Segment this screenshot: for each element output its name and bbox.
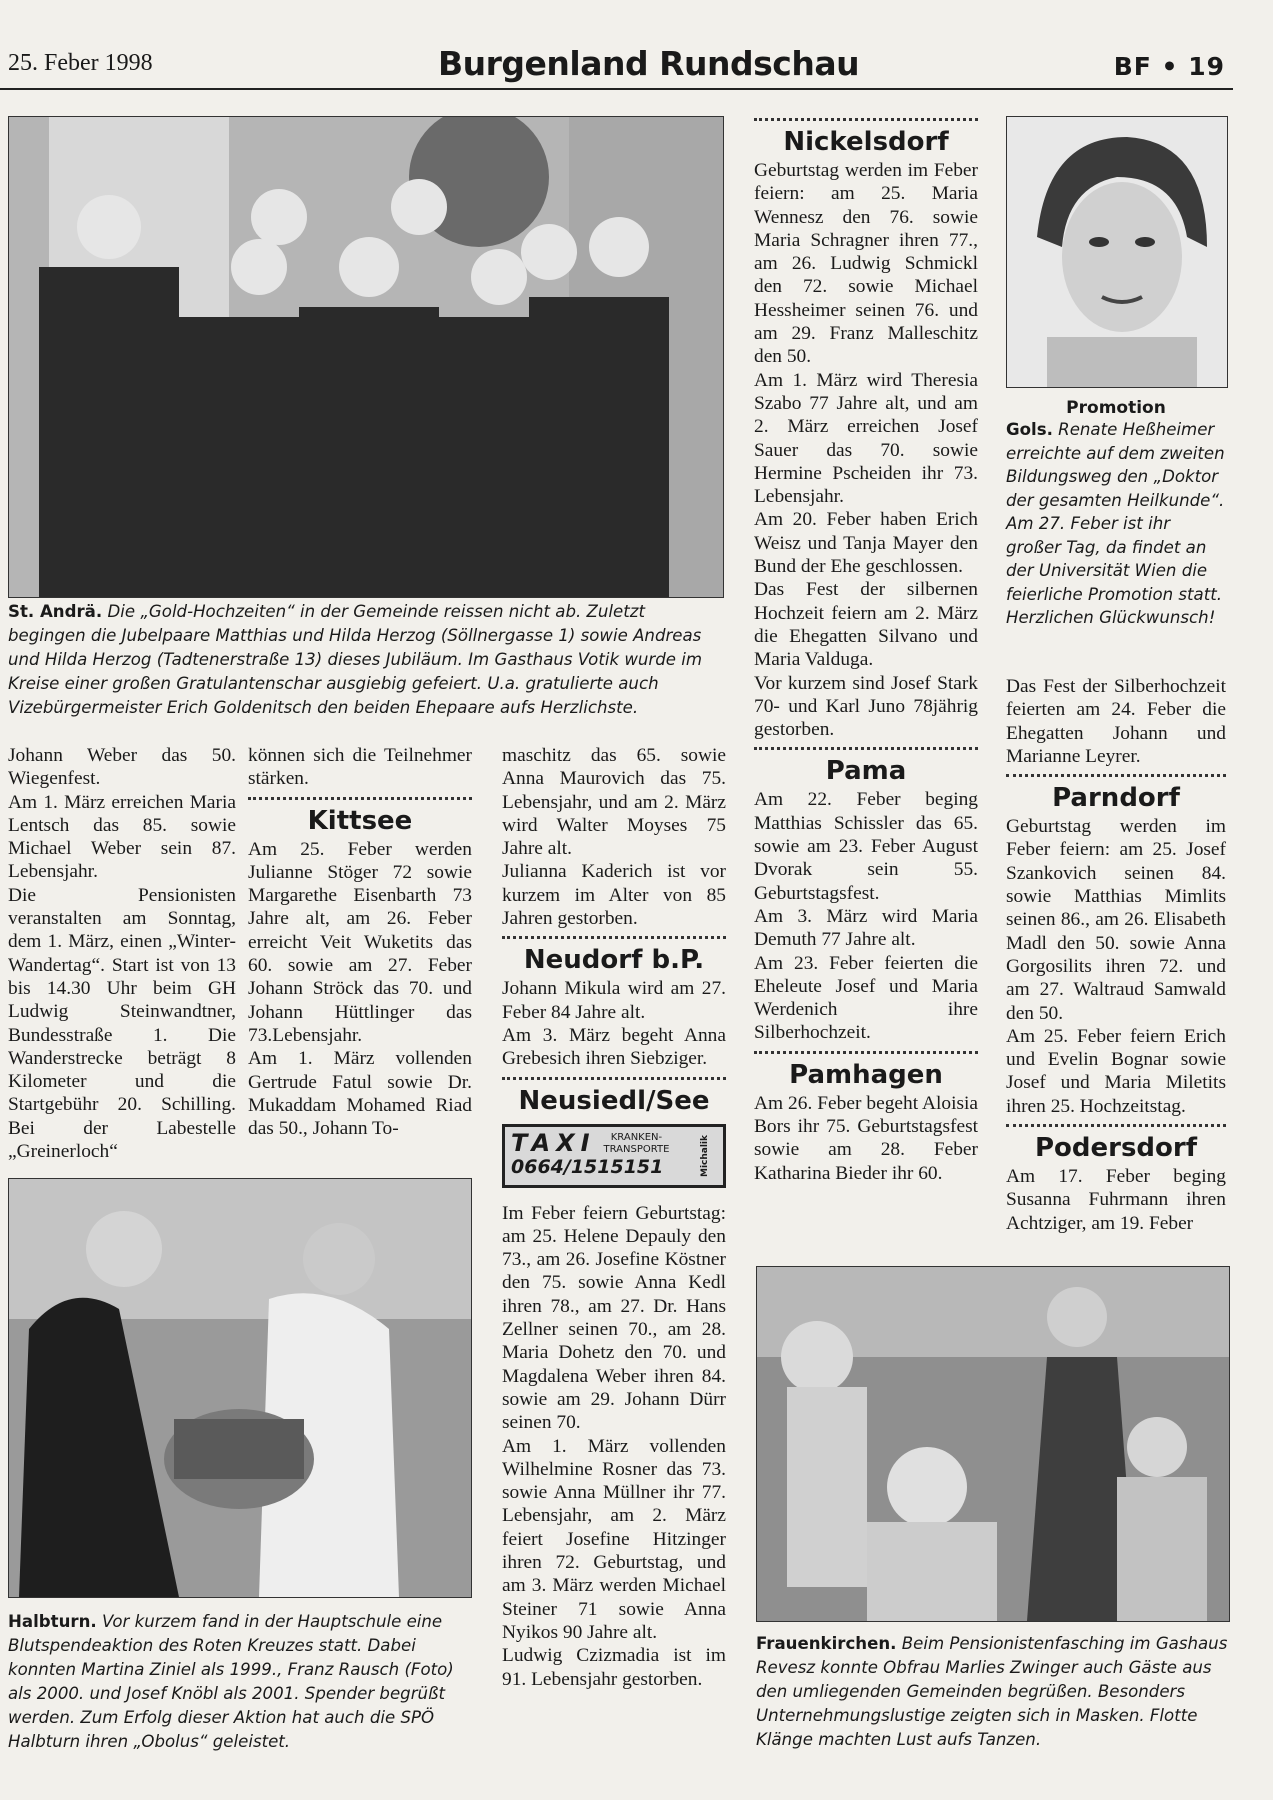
caption-text: Vor kurzem fand in der Hauptschule eine Blutspendeaktion des Roten Kreuzes statt. Dabei konnten Martina Ziniel als 1999., Franz Rausch (Foto) als 2000. und Josef Knöbl als 2001. Spender begrüßt werden. Zum Erfolg dieser Aktion hat auch die SPÖ Halbturn ihren „Obolus“ geleistet. (8, 1612, 454, 1751)
paragraph: maschitz das 65. sowie Anna Maurovich das 75. Lebensjahr, und am 2. März wird Walter Moyses 75 Jahre alt. (502, 745, 726, 860)
taxi-sub1: KRANKEN- (610, 1131, 663, 1143)
issue-date: 25. Feber 1998 (8, 50, 153, 76)
paragraph: Am 20. Feber haben Erich Weisz und Tanja Mayer den Bund der Ehe geschlossen. (754, 509, 978, 578)
promotion-text (1006, 418, 1226, 630)
section-divider (248, 797, 472, 800)
caption-halbturn (8, 1610, 470, 1754)
column-1 (8, 744, 236, 1163)
paragraph: Am 25. Feber feiern Erich und Evelin Bognar sowie Josef und Maria Miletits ihren 25. Hochzeitstag. (1006, 1025, 1226, 1117)
section-divider (502, 936, 726, 939)
heading-pama: Pama (825, 756, 907, 787)
paragraph: können sich die Teilnehmer stärken. (248, 745, 472, 790)
section-divider (1006, 774, 1226, 777)
carnival-photo (756, 1266, 1230, 1622)
taxi-advertisement (502, 1124, 726, 1188)
paragraph: Johann Weber das 50. Wiegenfest. (8, 745, 236, 790)
paragraph: Im Feber feiern Geburtstag: am 25. Helene Depauly den 73., am 26. Josefine Köstner den 75. sowie Anna Kedl ihren 78., am 27. Dr. Hans Zellner seinen 70., am 28. Maria Dohetz den 70. und Magdalena Weber ihren 84. sowie am 29. Johann Dürr seinen 70. (502, 1202, 726, 1434)
caption-place: St. Andrä. (8, 602, 103, 621)
blood-donation-photo (8, 1178, 472, 1598)
section-divider (754, 1051, 978, 1054)
paragraph: Am 1. März wird Theresia Szabo 77 Jahre alt, und am 2. März erreichen Josef Sauer das 70. sowie Hermine Pscheiden ihr 73. Lebensjahr. (754, 369, 978, 508)
taxi-phone: 0664/1515151 (511, 1155, 664, 1178)
paragraph: Johann Mikula wird am 27. Feber 84 Jahre alt. (502, 978, 726, 1023)
paragraph: Am 22. Feber beging Matthias Schissler das 65. sowie am 23. Feber August Dvorak sein 55. Geburtstagsfest. (754, 789, 978, 904)
promotion-body: Renate Heßheimer erreichte auf dem zweiten Bildungsweg den „Doktor der gesamten Heilkunde“. Am 27. Feber ist ihr großer Tag, da findet an der Universität Wien die feierliche Promotion statt. Herzlichen Glückwunsch! (1006, 420, 1225, 627)
column-5 (1006, 675, 1226, 1235)
heading-kittsee: Kittsee (307, 805, 413, 836)
paragraph: Am 3. März wird Maria Demuth 77 Jahre alt. (754, 905, 978, 951)
heading-podersdorf: Podersdorf (1034, 1133, 1198, 1164)
portrait-photo (1006, 116, 1228, 388)
gold-wedding-photo (8, 116, 724, 598)
section-divider (754, 747, 978, 750)
paragraph: Am 1. März vollenden Wilhelmine Rosner das 73. sowie Anna Müllner ihr 77. Lebensjahr, am 2. März feiert Josefine Hitzinger ihren 72. Geburtstag, und am 3. März werden Michael Steiner 71 sowie Anna Nyikos 90 Jahre alt. (502, 1435, 726, 1643)
paragraph: Am 1. März erreichen Maria Lentsch das 85. sowie Michael Weber sein 87. Lebensjahr. (8, 791, 236, 883)
header-rule (0, 88, 1233, 90)
heading-neudorf: Neudorf b.P. (523, 945, 705, 976)
caption-place: Halbturn. (8, 1612, 97, 1631)
caption-frauenkirchen (756, 1632, 1228, 1752)
paragraph: Das Fest der Silberhochzeit feierten am 24. Feber die Ehegatten Johann und Marianne Leyrer. (1006, 676, 1226, 767)
paragraph: Das Fest der silbernen Hochzeit feiern am 2. März die Ehegatten Silvano und Maria Valduga. (754, 579, 978, 671)
column-2 (248, 744, 472, 1140)
paragraph: Ludwig Czizmadia ist im 91. Lebensjahr gestorben. (502, 1645, 726, 1690)
taxi-subtitle (604, 1132, 670, 1156)
promotion-place: Gols. (1006, 420, 1053, 439)
paragraph: Julianna Kaderich ist vor kurzem im Alter von 85 Jahren gestorben. (502, 861, 726, 930)
paragraph: Vor kurzem sind Josef Stark 70- und Karl Juno 78jährig gestorben. (754, 672, 978, 741)
section-divider (502, 1077, 726, 1080)
heading-pamhagen: Pamhagen (789, 1059, 943, 1090)
section-divider (754, 118, 978, 121)
newspaper-title: Burgenland Rundschau (438, 44, 860, 83)
column-3 (502, 744, 726, 1691)
paragraph: Am 17. Feber beging Susanna Fuhrmann ihren Achtziger, am 19. Feber (1006, 1166, 1226, 1234)
taxi-name: Michalik (699, 1134, 710, 1177)
paragraph: Am 3. März begeht Anna Grebesich ihren Siebziger. (502, 1024, 726, 1070)
section-divider (1006, 1124, 1226, 1127)
paragraph: Geburtstag werden im Feber feiern: am 25. Josef Szankovich seinen 84. sowie Matthias Mimlits seinen 86., am 26. Elisabeth Madl den 50. sowie Anna Gorgosilits ihren 72. und am 27. Waltraud Samwald den 50. (1006, 816, 1226, 1024)
paragraph: Am 23. Feber feierten die Eheleute Josef und Maria Werdenich ihre Silberhochzeit. (754, 952, 978, 1044)
paragraph: Am 26. Feber begeht Aloisia Bors ihr 75. Geburtstagsfest sowie am 28. Feber Katharina Bieder ihr 60. (754, 1092, 978, 1184)
caption-text: Die „Gold-Hochzeiten“ in der Gemeinde reissen nicht ab. Zuletzt begingen die Jubelpaare Matthias und Hilda Herzog (Söllnergasse 1) sowie Andreas und Hilda Herzog (Tadtenerstraße 13) dieses Jubiläum. Im Gasthaus Votik wurde im Kreise einer großen Gratulantenschar ausgiebig gefeiert. U.a. gratulierte auch Vizebürgermeister Erich Goldenitsch den beiden Ehepaare aufs Herzlichste. (8, 602, 703, 717)
column-4 (754, 118, 978, 1185)
promotion-block (1006, 398, 1226, 630)
taxi-sub2: TRANSPORTE (603, 1143, 670, 1155)
caption-text: Beim Pensionistenfasching im Gashaus Revesz konnte Obfrau Marlies Zwinger auch Gäste aus den umliegenden Gemeinden begrüßen. Besonders Unternehmungslustige zeigten sich in Masken. Flotte Klänge machten Lust aufs Tanzen. (756, 1634, 1228, 1749)
paragraph: Am 25. Feber werden Julianne Stöger 72 sowie Margarethe Eisenbarth 73 Jahre alt, am 26. Feber erreicht Veit Wuketits das 60. sowie am 27. Feber Johann Ströck das 70. und Johann Hüttlinger das 73.Lebensjahr. (248, 838, 472, 1046)
page-number: BF • 19 (1113, 52, 1225, 81)
heading-nickelsdorf: Nickelsdorf (783, 127, 949, 157)
paragraph: Am 1. März vollenden Gertrude Fatul sowie Dr. Mukaddam Mohamed Riad das 50., Johann To- (248, 1048, 472, 1140)
heading-parndorf: Parndorf (1052, 783, 1180, 814)
heading-neusiedl: Neusiedl/See (518, 1085, 710, 1116)
paragraph: Geburtstag werden im Feber feiern: am 25. Maria Wennesz den 76. sowie Maria Schragner ihren 77., am 26. Ludwig Schmickl den 72. sowie Michael Hessheimer seinen 76. und am 29. Franz Malleschitz den 50. (754, 160, 978, 368)
caption-st-andrae (8, 600, 722, 720)
caption-place: Frauenkirchen. (756, 1634, 897, 1653)
heading-promotion: Promotion (1066, 398, 1166, 418)
paragraph: Die Pensionisten veranstalten am Sonntag, dem 1. März, einen „Winter-Wandertag“. Start ist von 13 bis 14.30 Uhr beim GH Ludwig Steinwandtner, Bundesstraße 1. Die Wanderstrecke beträgt 8 Kilometer und die Startgebühr 20. Schilling. Bei der Labestelle „Greinerloch“ (8, 884, 236, 1163)
taxi-word: TAXI (511, 1129, 596, 1158)
